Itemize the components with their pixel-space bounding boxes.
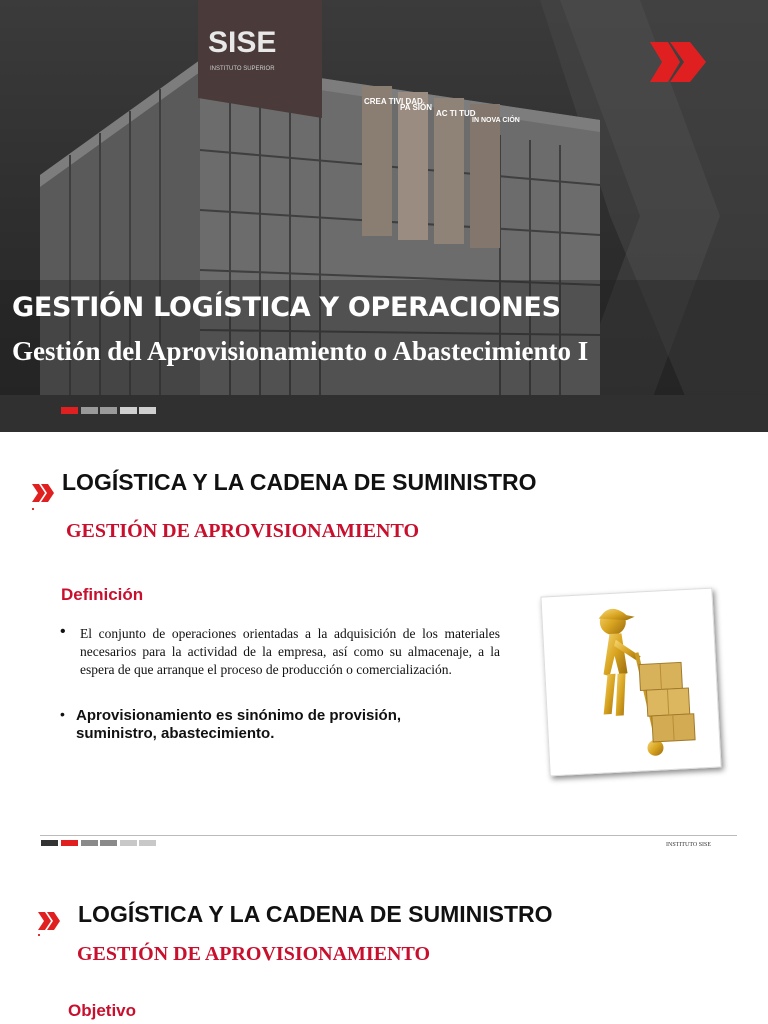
cover-subtitle: Gestión del Aprovisionamiento o Abastecimiento I [12,336,589,366]
section-chevron-icon [38,910,62,932]
section-label-definicion: Definición [61,585,144,604]
decorative-dot [38,934,40,936]
footer-segment [100,840,117,846]
building-sign-text: SISE [208,26,277,59]
section-chevron-icon [32,482,56,504]
delivery-figure-with-boxes-icon [541,589,720,776]
section-label-objetivo: Objetivo [68,1001,137,1020]
footer-segment [41,840,58,846]
footer-institution-text: INSTITUTO SISE [666,842,712,848]
slide-subheading: GESTIÓN DE APROVISIONAMIENTO [77,943,431,965]
cover-slide [0,0,768,432]
footer-segment [81,840,98,846]
delivery-illustration [540,588,721,777]
bullet-dot-icon: • [60,706,65,722]
bullet-dot-icon: • [60,623,66,640]
banner-text-1: CREA TIVI DAD [364,97,423,106]
progress-segment [139,407,156,414]
banner-text-2: PA SIÓN [400,103,433,112]
building-sign-subtext: INSTITUTO SUPERIOR [210,66,275,72]
footer-divider [40,835,737,836]
progress-segment [120,407,137,414]
progress-segment [81,407,98,414]
bullet-text: El conjunto de operaciones orientadas a la adquisición de los materiales necesarios para la actividad de la empresa, así como su almacenaje, a la espera de que arranque el proceso de producción o comercialización. [80,626,500,677]
bullet-item [60,625,500,679]
footer-segment [61,840,78,846]
progress-segment [100,407,117,414]
slide-subheading: GESTIÓN DE APROVISIONAMIENTO [66,520,420,542]
bullet-item [60,707,480,743]
banner-text-3: AC TI TUD [436,109,476,118]
footer-segment [139,840,156,846]
content-slide-definicion [0,432,768,862]
banner-text-4: IN NOVA CIÓN [472,117,520,124]
slide-heading: LOGÍSTICA Y LA CADENA DE SUMINISTRO [62,469,537,495]
bullet-text: Aprovisionamiento es sinónimo de provisión, suministro, abastecimiento. [76,707,402,742]
content-slide-objetivo [0,862,768,1024]
footer-segment [120,840,137,846]
slide-heading: LOGÍSTICA Y LA CADENA DE SUMINISTRO [78,901,553,927]
progress-segment [61,407,78,414]
cover-title: GESTIÓN LOGÍSTICA Y OPERACIONES [12,292,561,323]
brand-chevron-icon [640,36,720,96]
decorative-dot [32,508,34,510]
